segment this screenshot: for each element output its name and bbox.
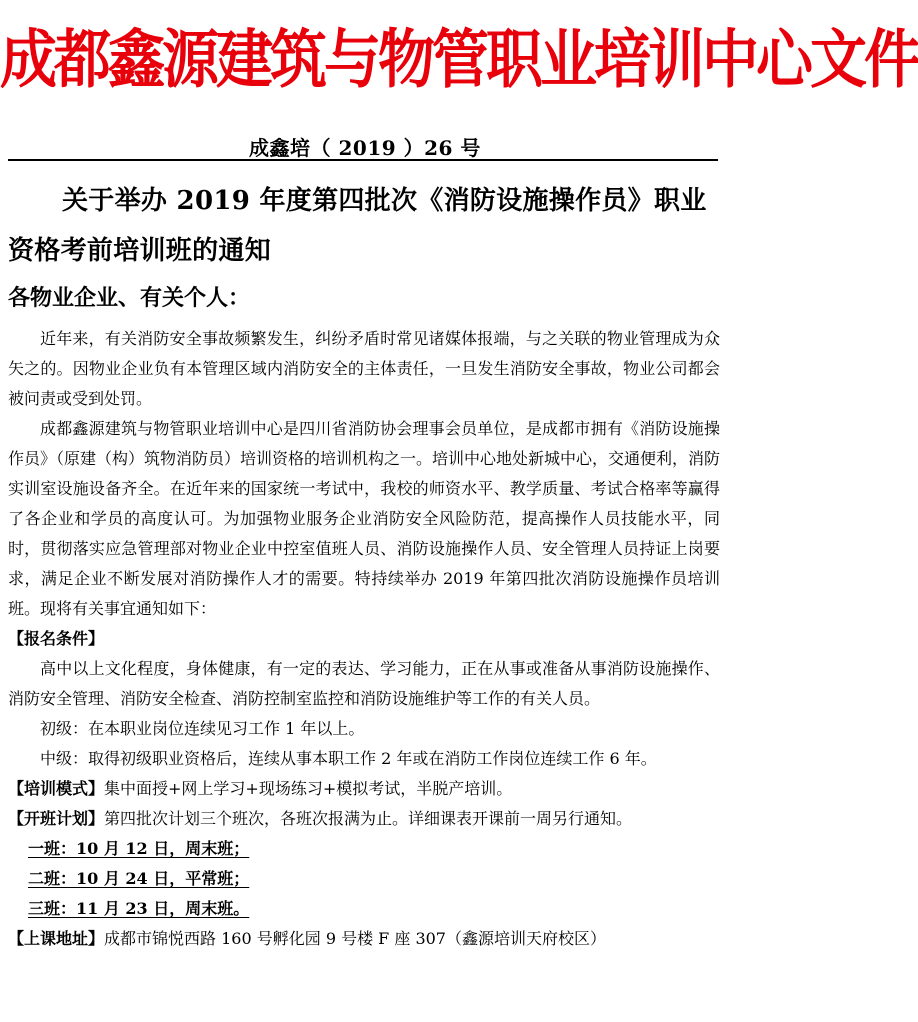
registration-junior: 初级：在本职业岗位连续见习工作 1 年以上。	[40, 719, 365, 738]
address-label: 【上课地址】	[8, 929, 105, 948]
intro-paragraph-2: 成都鑫源建筑与物管职业培训中心是四川省消防协会理事会员单位，是成都市拥有《消防设施操作员》（原建（构）筑物消防员）培训资格的培训机构之一。培训中心地处新城中心，交通便利，消防实训室设施设备齐全。在近年来的国家统一考试中，我校的师资水平、教学质量、考试合格率等赢得了各企业和学员的高度认可。为加强物业服务企业消防安全风险防范，提高操作人员技能水平，同时，贯彻落实应急管理部对物业企业中控室值班人员、消防设施操作人员、安全管理人员持证上岗要求，满足企业不断发展对消防操作人才的需要。特持续举办 2019 年第四批次消防设施操作员培训班。现将有关事宜通知如下：	[8, 419, 721, 618]
notice-body	[8, 324, 720, 954]
document-number: 成鑫培（ 2019 ）26 号	[249, 136, 481, 160]
registration-intermediate: 中级：取得初级职业资格后，连续从事本职工作 2 年或在消防工作岗位连续工作 6 年。	[40, 749, 657, 768]
class-item-3: 三班：11 月 23 日，周末班。	[28, 899, 250, 918]
intro-paragraph-1: 近年来，有关消防安全事故频繁发生，纠纷矛盾时常见诸媒体报端，与之关联的物业管理成为众矢之的。因物业企业负有本管理区域内消防安全的主体责任，一旦发生消防安全事故，物业公司都会被问责或受到处罚。	[8, 329, 720, 408]
schedule-label: 【开班计划】	[8, 809, 105, 828]
training-mode-text: 集中面授+网上学习+现场练习+模拟考试，半脱产培训。	[104, 779, 513, 798]
header-divider	[8, 159, 718, 161]
class-item-2: 二班：10 月 24 日，平常班；	[28, 869, 250, 888]
registration-heading	[8, 624, 720, 654]
address-line	[8, 924, 720, 954]
training-mode-label: 【培训模式】	[8, 779, 105, 798]
schedule-line	[8, 804, 720, 834]
document-header-title: 成都鑫源建筑与物管职业培训中心文件	[0, 23, 918, 97]
training-mode-line	[8, 774, 720, 804]
registration-label: 【报名条件】	[8, 629, 105, 648]
schedule-text: 第四批次计划三个班次，各班次报满为止。详细课表开课前一周另行通知。	[104, 809, 633, 828]
registration-description: 高中以上文化程度，身体健康，有一定的表达、学习能力，正在从事或准备从事消防设施操作、消防安全管理、消防安全检查、消防控制室监控和消防设施维护等工作的有关人员。	[8, 659, 720, 708]
notice-title: 关于举办 2019 年度第四批次《消防设施操作员》职业资格考前培训班的通知	[8, 186, 707, 266]
salutation: 各物业企业、有关个人：	[8, 285, 251, 311]
class-item-1: 一班：10 月 12 日，周末班；	[28, 839, 250, 858]
address-text: 成都市锦悦西路 160 号孵化园 9 号楼 F 座 307（鑫源培训天府校区）	[104, 929, 606, 948]
